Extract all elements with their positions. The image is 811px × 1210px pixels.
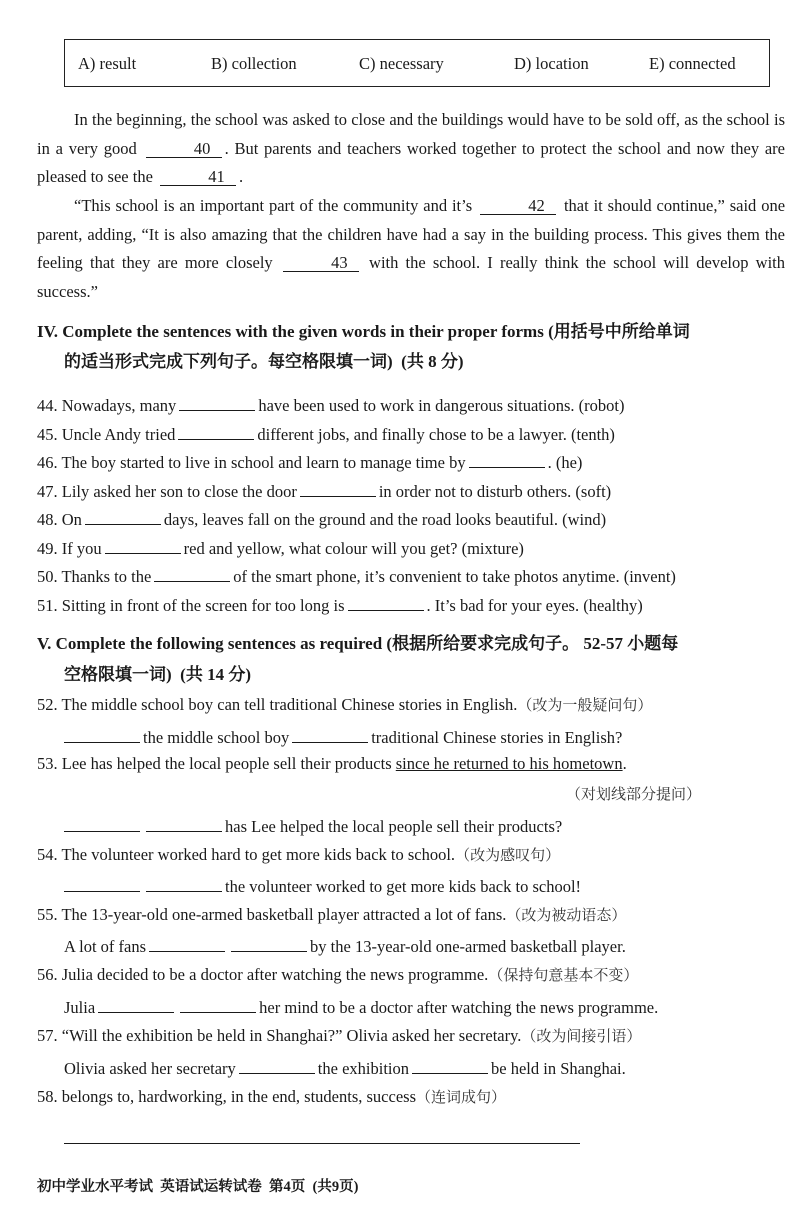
answer-blank-54b[interactable]: [146, 874, 222, 892]
answer-53: has Lee helped the local people sell their products?: [64, 814, 562, 837]
question-55: 55. The 13-year-old one-armed basketball player attracted a lot of fans.（改为被动语态）: [37, 905, 627, 924]
option-e: E) connected: [649, 54, 736, 73]
answer-56: Julia her mind to be a doctor after watching the news programme.: [64, 995, 658, 1018]
answer-blank-57b[interactable]: [412, 1056, 488, 1074]
section-5-heading-cont: 空格限填一词) (共 14 分): [64, 665, 251, 684]
question-58: 58. belongs to, hardworking, in the end, students, success（连词成句）: [37, 1087, 506, 1106]
question-56: 56. Julia decided to be a doctor after watching the news programme.（保持句意基本不变）: [37, 965, 639, 984]
answer-blank-49[interactable]: [105, 536, 181, 554]
question-46: 46. The boy started to live in school and learn to manage time by . (he): [37, 450, 582, 473]
question-53-note: （对划线部分提问）: [566, 785, 702, 803]
question-45: 45. Uncle Andy tried different jobs, and finally chose to be a lawyer. (tenth): [37, 422, 615, 445]
answer-blank-54a[interactable]: [64, 874, 140, 892]
question-51: 51. Sitting in front of the screen for too long is . It’s bad for your eyes. (healthy): [37, 593, 643, 616]
answer-blank-55a[interactable]: [149, 934, 225, 952]
answer-blank-53b[interactable]: [146, 814, 222, 832]
answer-blank-51[interactable]: [348, 593, 424, 611]
option-a: A) result: [78, 54, 137, 73]
question-49: 49. If you red and yellow, what colour will you get? (mixture): [37, 536, 524, 559]
answer-blank-44[interactable]: [179, 393, 255, 411]
question-52: 52. The middle school boy can tell traditional Chinese stories in English.（改为一般疑问句）: [37, 695, 653, 714]
blank-43[interactable]: 43: [283, 254, 359, 272]
question-50: 50. Thanks to the of the smart phone, it’s convenient to take photos anytime. (invent): [37, 564, 676, 587]
section-5-heading: V. Complete the following sentences as required (根据所给要求完成句子。 52-57 小题每: [37, 634, 679, 653]
passage-paragraph-1: In the beginning, the school was asked to close and the buildings would have to be sold off, as the school is in a very good 40 . But parents and teachers worked together to protect the school and now they are pleased to see the 41 .: [37, 110, 785, 187]
passage-paragraph-2: “This school is an important part of the community and it’s 42 that it should continue,” said one parent, adding, “It is also amazing that the children have had a say in the building process. This gives them the feeling that they are more closely 43 with the school. I really think the school will develop with success.”: [37, 196, 786, 302]
answer-55: A lot of fans by the 13-year-old one-armed basketball player.: [64, 934, 626, 957]
question-54: 54. The volunteer worked hard to get more kids back to school.（改为感叹句）: [37, 845, 561, 864]
answer-blank-46[interactable]: [469, 450, 545, 468]
question-47: 47. Lily asked her son to close the door in order not to disturb others. (soft): [37, 479, 611, 502]
blank-41[interactable]: 41: [160, 168, 236, 186]
option-b: B) collection: [211, 54, 297, 73]
answer-blank-56b[interactable]: [180, 995, 256, 1013]
blank-40[interactable]: 40: [146, 140, 222, 158]
answer-blank-57a[interactable]: [239, 1056, 315, 1074]
answer-blank-50[interactable]: [154, 564, 230, 582]
option-c: C) necessary: [359, 54, 444, 73]
answer-blank-56a[interactable]: [98, 995, 174, 1013]
answer-blank-52b[interactable]: [292, 725, 368, 743]
answer-blank-55b[interactable]: [231, 934, 307, 952]
question-48: 48. On days, leaves fall on the ground and the road looks beautiful. (wind): [37, 507, 606, 530]
section-4-heading: IV. Complete the sentences with the given words in their proper forms (用括号中所给单词: [37, 322, 690, 341]
question-44: 44. Nowadays, many have been used to work in dangerous situations. (robot): [37, 393, 624, 416]
answer-blank-47[interactable]: [300, 479, 376, 497]
answer-52: the middle school boy traditional Chinese stories in English?: [64, 725, 622, 748]
answer-blank-53a[interactable]: [64, 814, 140, 832]
page-footer: 初中学业水平考试 英语试运转试卷 第4页 (共9页): [37, 1179, 359, 1195]
answer-54: the volunteer worked to get more kids back to school!: [64, 874, 581, 897]
answer-blank-45[interactable]: [178, 422, 254, 440]
answer-blank-48[interactable]: [85, 507, 161, 525]
section-4-heading-cont: 的适当形式完成下列句子。每空格限填一词) (共 8 分): [64, 352, 464, 371]
option-d: D) location: [514, 54, 589, 73]
word-options-box: [64, 39, 770, 87]
answer-line-58[interactable]: [64, 1143, 580, 1144]
answer-blank-52a[interactable]: [64, 725, 140, 743]
underlined-part: since he returned to his hometown: [395, 754, 623, 773]
question-53: 53. Lee has helped the local people sell their products since he returned to his hometown.: [37, 754, 627, 773]
question-57: 57. “Will the exhibition be held in Shanghai?” Olivia asked her secretary.（改为间接引语）: [37, 1026, 642, 1045]
blank-42[interactable]: 42: [480, 197, 556, 215]
answer-57: Olivia asked her secretary the exhibition be held in Shanghai.: [64, 1056, 626, 1079]
